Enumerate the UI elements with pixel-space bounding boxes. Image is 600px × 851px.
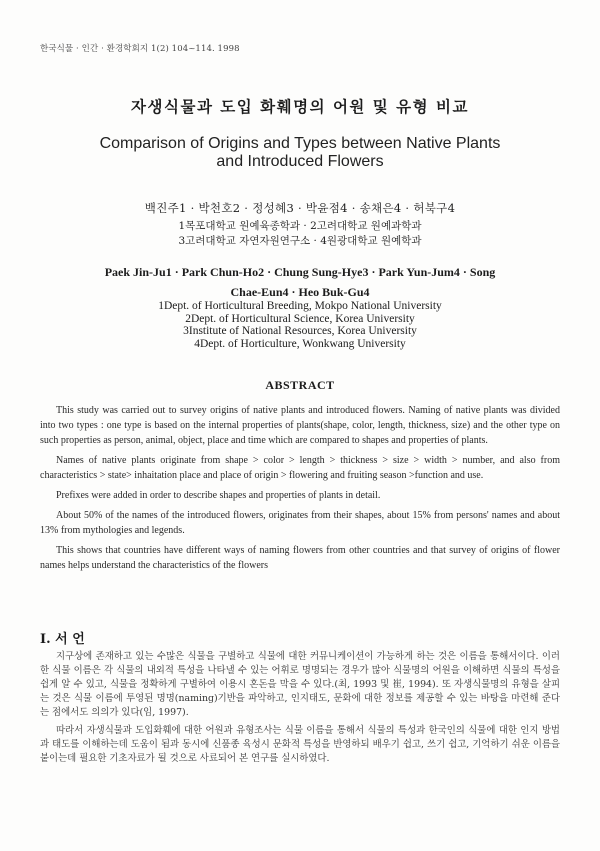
introduction-paragraph: 지구상에 존재하고 있는 수많은 식물을 구별하고 식물에 대한 커뮤니케이션이 가능하게 하는 것은 이름을 통해서이다. 이러한 식물 이름은 각 식물의 내외적 특성을 나타낼 수 있는 어휘로 명명되는 경우가 많아 식물명의 어원을 이해하면 식물의 특성을 쉽게 알 수 있고, 식물을 정확하게 구별하여 이용시 혼돈을 막을 수 있다.(최, 1993 및 崔, 1994). 또 자생식물명의 유형을 살피는 것은 식물 이름에 투영된 명명(naming)기반을 파악하고, 인지태도, 문화에 대한 정보를 제공할 수 있는 바탕을 마련해 준다는 점에서도 의의가 있다(임, 1997). xyxy=(40,651,560,718)
authors-english-line: Paek Jin-Ju1 · Park Chun-Ho2 · Chung Sung-Hye3 · Park Yun-Jum4 · Song xyxy=(104,265,496,279)
abstract-paragraph: This study was carried out to survey origins of native plants and introduced flowers. Naming of native plants was divided into two types : one type is based on the internal properties of plants(shape, color, length, thickness, size) and the other type on such properties as person, animal, object, place and time which are compared to shapes and properties of plants. xyxy=(40,405,560,447)
abstract-heading: ABSTRACT xyxy=(265,378,335,392)
abstract-body xyxy=(40,403,560,573)
affiliation-korean-line: 1목포대학교 원예육종학과 · 2고려대학교 원예과학과 xyxy=(178,220,422,232)
abstract-paragraph: Names of native plants originate from shape > color > length > thickness > size > width > number, and also from characteristics > state> inhaitation place and place of origin > flowering and fruiting season >function and use. xyxy=(40,455,560,482)
abstract-paragraph: This shows that countries have different ways of naming flowers from other countries and that survey of origins of flower names helps understand the characteristics of the flowers xyxy=(40,545,560,572)
abstract-paragraph: About 50% of the names of the introduced flowers, originates from their shapes, about 15% from persons' names and about 13% from mythologies and legends. xyxy=(40,510,560,537)
affiliation-english-line: 4Dept. of Horticulture, Wonkwang University xyxy=(194,337,406,350)
affiliation-english-line: 2Dept. of Horticultural Science, Korea University xyxy=(185,312,415,325)
affiliation-english-line: 3Institute of National Resources, Korea University xyxy=(183,325,417,337)
introduction-paragraph: 따라서 자생식물과 도입화훼에 대한 어원과 유형조사는 식물 이름을 통해서 식물의 특성과 한국인의 식물에 대한 인지 방법과 태도를 이해하는데 도움이 됨과 동시에 신품종 육성시 문화적 특성을 반영하되 배우기 쉽고, 쓰기 쉽고, 기억하기 쉬운 이름을 붙이는데 필요한 기초자료가 될 것으로 사료되어 본 연구를 실시하였다. xyxy=(40,725,560,764)
affiliations-korean xyxy=(0,219,600,248)
authors-english xyxy=(0,262,600,302)
introduction-body xyxy=(40,650,560,766)
title-english-line: Comparison of Origins and Types between Native Plants xyxy=(99,135,501,152)
title-english-line: and Introduced Flowers xyxy=(216,153,384,170)
affiliation-english-line: 1Dept. of Horticultural Breeding, Mokpo National University xyxy=(158,300,442,312)
affiliation-korean-line: 3고려대학교 자연자원연구소 · 4원광대학교 원예학과 xyxy=(178,234,422,247)
journal-citation: 한국식물 · 인간 · 환경학회지 1(2) 104~114. 1998 xyxy=(40,44,240,54)
title-korean: 자생식물과 도입 화훼명의 어원 및 유형 비교 xyxy=(131,97,469,116)
authors-korean: 백진주1 · 박천호2 · 정성혜3 · 박윤점4 · 송채은4 · 허북구4 xyxy=(144,201,456,215)
abstract-paragraph: Prefixes were added in order to describe shapes and properties of plants in detail. xyxy=(56,490,381,502)
authors-english-line: Chae-Eun4 · Heo Buk-Gu4 xyxy=(230,285,370,299)
section-heading-introduction: I. 서 언 xyxy=(40,632,85,647)
title-english xyxy=(0,135,600,171)
affiliations-english xyxy=(0,300,600,350)
